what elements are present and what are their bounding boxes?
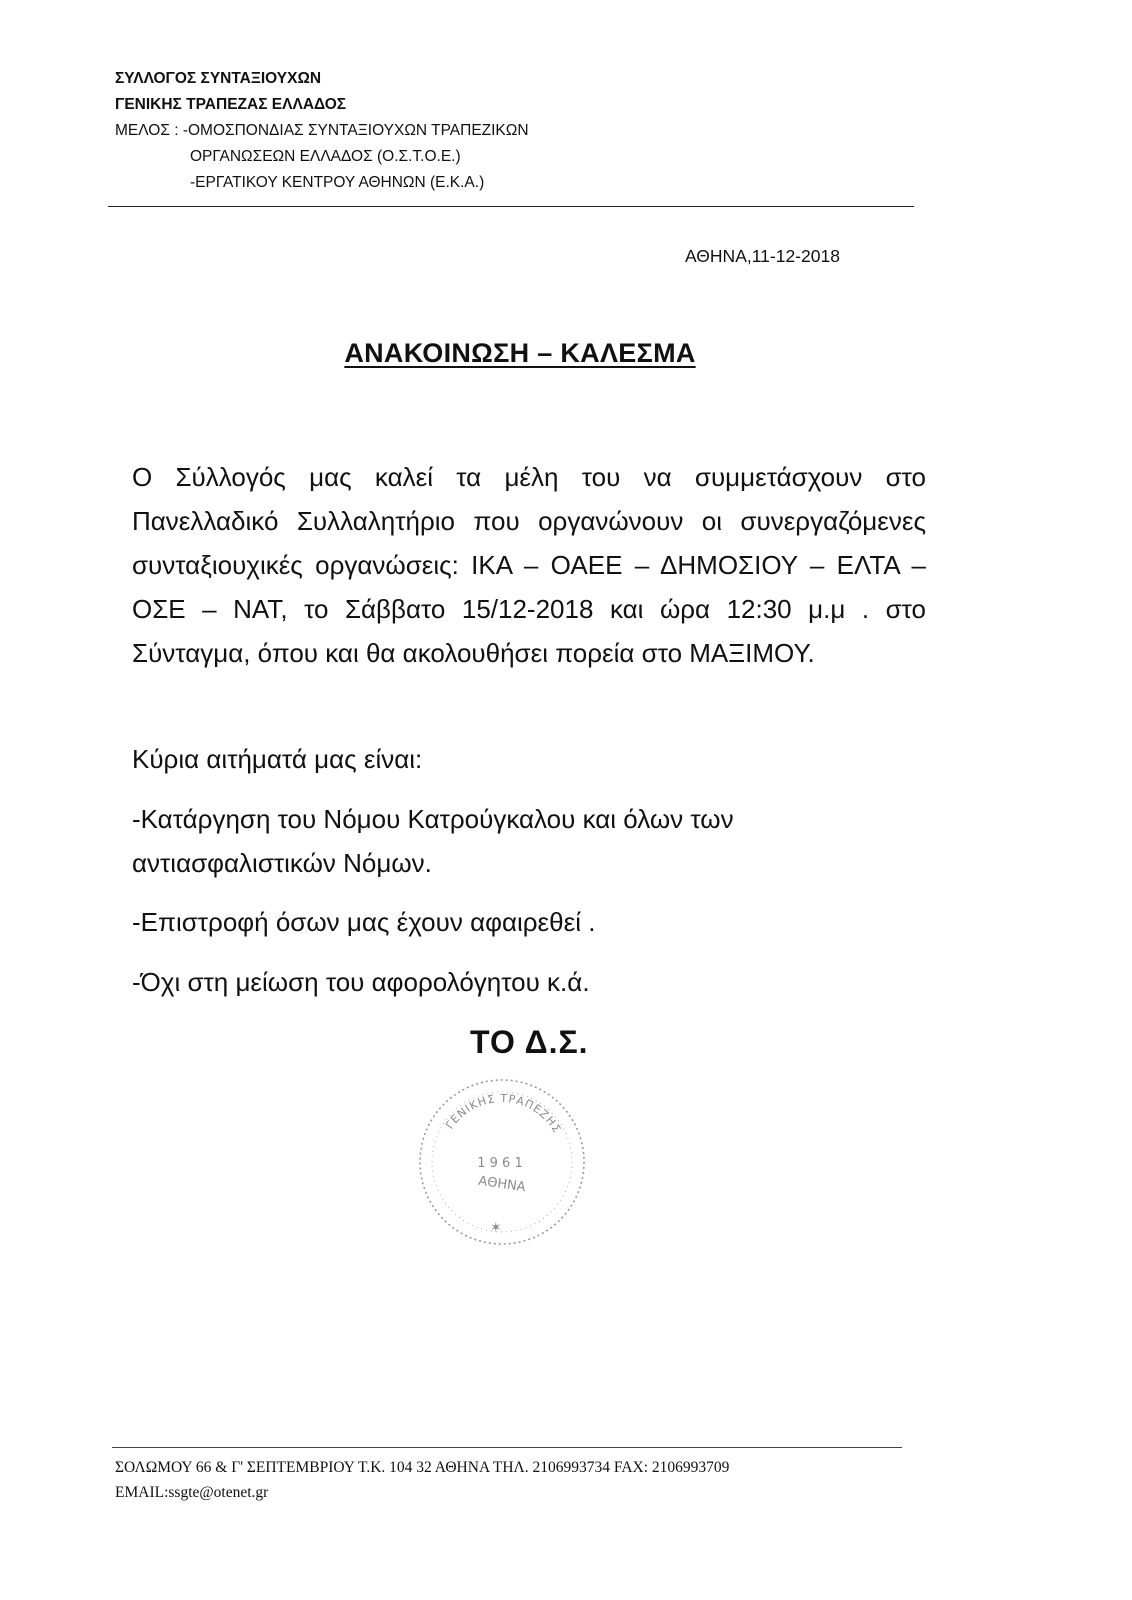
- svg-text:✶: ✶: [490, 1220, 502, 1236]
- member-label: ΜΕΛΟΣ :: [115, 122, 179, 139]
- body-paragraph: Ο Σύλλογός μας καλεί τα μέλη του να συμμετάσχουν στο Πανελλαδικό Συλλαλητήριο που οργανώνουν οι συνεργαζόμενες συνταξιουχικές οργανώσεις: ΙΚΑ – ΟΑΕΕ – ΔΗΜΟΣΙΟΥ – ΕΛΤΑ – ΟΣΕ – ΝΑΤ, το Σάββατο 15/12-2018 και ώρα 12:30 μ.μ . στο Σύνταγμα, όπου και θα ακολουθήσει πορεία στο ΜΑΞΙΜΟΥ.: [132, 462, 926, 668]
- member-federation: -ΟΜΟΣΠΟΝΔΙΑΣ ΣΥΝΤΑΞΙΟΥΧΩΝ ΤΡΑΠΕΖΙΚΩΝ: [182, 122, 529, 139]
- demand-item: -Όχι στη μείωση του αφορολόγητου κ.ά.: [132, 967, 590, 997]
- stamp-year: 1 9 6 1: [477, 1156, 523, 1171]
- demands-intro: Κύρια αιτήματά μας είναι:: [132, 744, 423, 774]
- document-date: ΑΘΗΝΑ,11-12-2018: [685, 246, 840, 266]
- org-name: ΣΥΛΛΟΓΟΣ ΣΥΝΤΑΞΙΟΥΧΩΝ: [115, 70, 322, 87]
- member-line-3: -ΕΡΓΑΤΙΚΟΥ ΚΕΝΤΡΟΥ ΑΘΗΝΩΝ (Ε.Κ.Α.): [190, 174, 485, 191]
- demand-item: -Κατάργηση του Νόμου Κατρούγκαλου και όλων των αντιασφαλιστικών Νόμων.: [132, 804, 734, 878]
- footer: [115, 1455, 729, 1505]
- footer-divider: [112, 1447, 902, 1448]
- header-divider: [108, 206, 914, 207]
- signature: ΤΟ Δ.Σ.: [470, 1024, 589, 1060]
- svg-text:ΓΕΝΙΚΗΣ ΤΡΑΠΕΖΗΣ: [443, 1092, 564, 1136]
- stamp-arc-text: ΓΕΝΙΚΗΣ ΤΡΑΠΕΖΗΣ: [443, 1091, 564, 1136]
- member-line-2: ΟΡΓΑΝΩΣΕΩΝ ΕΛΛΑΔΟΣ (Ο.Σ.Τ.Ο.Ε.): [190, 148, 461, 165]
- body-section: [132, 455, 926, 675]
- document-title: ΑΝΑΚΟΙΝΩΣΗ – ΚΑΛΕΣΜΑ: [344, 338, 696, 368]
- letterhead: [115, 66, 915, 196]
- footer-email: EMAIL:ssgte@otenet.gr: [115, 1484, 269, 1501]
- footer-address: ΣΟΛΩΜΟΥ 66 & Γ' ΣΕΠΤΕΜΒΡΙΟΥ Τ.Κ. 104 32 ΑΘΗΝΑ ΤΗΛ. 2106993734 FAX: 2106993709: [115, 1459, 730, 1476]
- member-line-1: [115, 118, 915, 144]
- stamp-seal-icon: [412, 1072, 592, 1252]
- org-bank: ΓΕΝΙΚΗΣ ΤΡΑΠΕΖΑΣ ΕΛΛΑΔΟΣ: [115, 96, 347, 113]
- demand-item: -Επιστροφή όσων μας έχουν αφαιρεθεί .: [132, 907, 596, 937]
- stamp-city: ΑΘΗΝΑ: [477, 1173, 527, 1196]
